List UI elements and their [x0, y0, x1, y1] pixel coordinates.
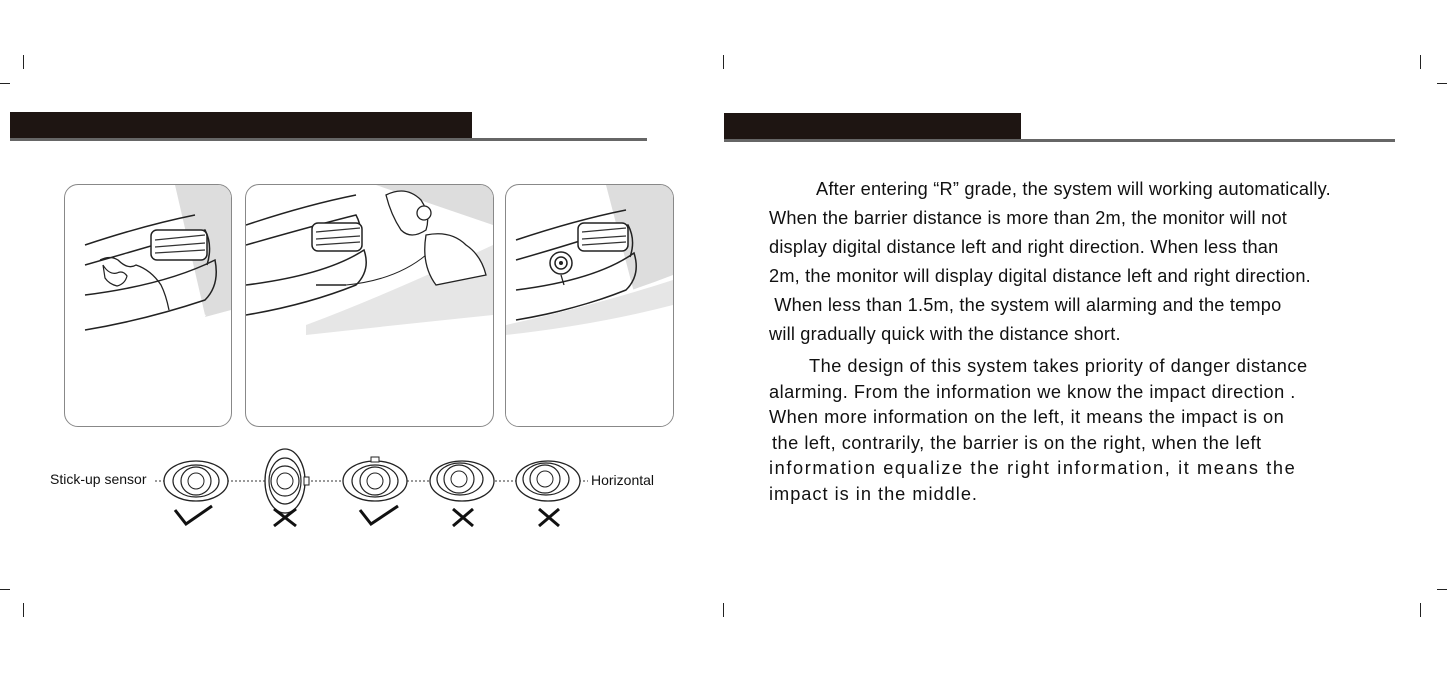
text-line: display digital distance left and right direction. When less than — [769, 237, 1279, 257]
install-step-2-illustration — [245, 184, 494, 427]
crop-mark — [1437, 589, 1447, 590]
crop-mark — [0, 589, 10, 590]
text-line: When the barrier distance is more than 2m, the monitor will not — [769, 208, 1288, 228]
left-header-rule — [10, 138, 647, 141]
text-line: 2m, the monitor will display digital distance left and right direction. — [769, 266, 1311, 286]
system-description-paragraph-2 — [769, 354, 1379, 507]
car-rear-installed-sensor-drawing — [506, 185, 673, 426]
crop-mark — [23, 55, 24, 69]
install-step-1-illustration — [64, 184, 232, 427]
horizontal-label: Horizontal — [591, 472, 655, 488]
cross-mark-icon — [539, 509, 559, 526]
text-line: The design of this system takes priority of danger distance — [809, 356, 1308, 376]
text-line: After entering “R” grade, the system will working automatically. — [816, 179, 1331, 199]
check-mark-icon — [175, 506, 212, 524]
left-header-bar — [10, 112, 472, 138]
text-line: information equalize the right information, it means the — [769, 458, 1297, 478]
car-rear-cleaning-drawing — [65, 185, 231, 426]
crop-mark — [0, 83, 10, 84]
sensor-orientation-diagram — [150, 448, 590, 533]
text-line: will gradually quick with the distance short. — [769, 324, 1121, 344]
sensor-wrong-3 — [516, 461, 580, 501]
sensor-wrong-1 — [265, 449, 309, 513]
right-header-bar — [724, 113, 1021, 139]
text-line: When more information on the left, it means the impact is on — [769, 407, 1285, 427]
crop-mark — [1437, 83, 1447, 84]
crop-mark — [1420, 603, 1421, 617]
text-line: When less than 1.5m, the system will alarming and the tempo — [769, 295, 1282, 315]
crop-mark — [23, 603, 24, 617]
crop-mark — [723, 55, 724, 69]
crop-mark — [723, 603, 724, 617]
right-header-rule — [724, 139, 1395, 142]
install-step-3-illustration — [505, 184, 674, 427]
sensor-correct-1 — [164, 461, 228, 501]
sensor-correct-2 — [343, 457, 407, 501]
crop-mark — [1420, 55, 1421, 69]
cross-mark-icon — [453, 509, 473, 526]
car-rear-sensor-wiring-drawing — [246, 185, 493, 426]
stick-up-sensor-label: Stick-up sensor — [50, 471, 147, 487]
text-line: alarming. From the information we know the impact direction . — [769, 381, 1296, 402]
system-description-paragraph-1 — [769, 175, 1379, 349]
sensor-wrong-2 — [430, 461, 494, 501]
text-line: impact is in the middle. — [769, 483, 978, 504]
check-mark-icon — [360, 506, 398, 524]
text-line: the left, contrarily, the barrier is on the right, when the left — [772, 432, 1262, 453]
